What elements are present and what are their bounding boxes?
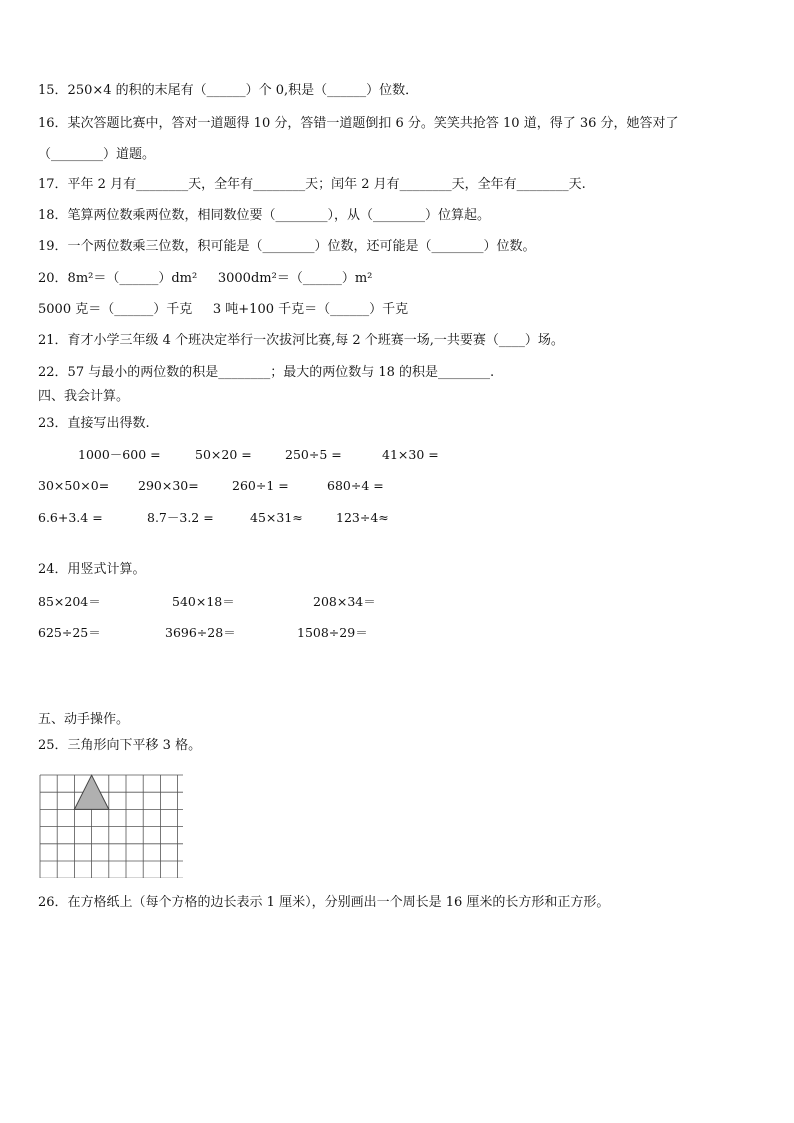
vertical-calc-item: 3696÷28＝ [165, 625, 236, 640]
question-16-line1: 16．某次答题比赛中，答对一道题得 10 分，答错一道题倒扣 6 分。笑笑共抢答 10 道，得了 36 分，她答对了 [38, 116, 679, 131]
question-20-line2: 5000 克＝（______）千克 3 吨+100 千克＝（______）千克 [38, 302, 409, 317]
question-18: 18．笔算两位数乘两位数，相同数位要（________），从（________）位算起。 [38, 208, 491, 223]
question-16-line2: （________）道题。 [38, 147, 156, 162]
question-17: 17．平年 2 月有________天，全年有________天；闰年 2 月有________天，全年有________天. [38, 177, 586, 192]
question-22: 22．57 与最小的两位数的积是________；最大的两位数与 18 的积是________. [38, 365, 495, 380]
calc-item: 6.6+3.4 = [38, 510, 103, 525]
square-grid [39, 774, 183, 878]
question-26: 26．在方格纸上（每个方格的边长表示 1 厘米），分别画出一个周长是 16 厘米的长方形和正方形。 [38, 895, 610, 910]
calc-item: 30×50×0= [38, 478, 110, 493]
calc-item: 680÷4 = [327, 478, 384, 493]
calc-item: 250÷5 = [285, 447, 342, 462]
section-5-heading: 五、动手操作。 [38, 712, 130, 727]
question-19: 19．一个两位数乘三位数，积可能是（________）位数，还可能是（________）位数。 [38, 239, 536, 254]
calc-item: 8.7－3.2 = [147, 510, 214, 525]
calc-item: 41×30 = [382, 447, 439, 462]
calc-item: 123÷4≈ [336, 510, 389, 525]
calc-item: 290×30= [138, 478, 199, 493]
question-20-line1: 20．8m²＝（______）dm² 3000dm²＝（______）m² [38, 271, 373, 286]
calc-item: 1000－600 = [78, 447, 161, 462]
section-4-heading: 四、我会计算。 [38, 389, 130, 404]
question-15: 15．250×4 的积的末尾有（______）个 0,积是（______）位数． [38, 83, 419, 98]
question-24-title: 24．用竖式计算。 [38, 562, 146, 577]
calc-item: 50×20 = [195, 447, 252, 462]
question-23-title: 23．直接写出得数. [38, 416, 150, 431]
vertical-calc-item: 85×204＝ [38, 594, 101, 609]
vertical-calc-item: 208×34＝ [313, 594, 376, 609]
question-21: 21．育才小学三年级 4 个班决定举行一次拔河比赛,每 2 个班赛一场,一共要赛（____）场。 [38, 333, 564, 348]
vertical-calc-item: 540×18＝ [172, 594, 235, 609]
calc-item: 45×31≈ [250, 510, 303, 525]
vertical-calc-item: 1508÷29＝ [297, 625, 368, 640]
calc-item: 260÷1 = [232, 478, 289, 493]
question-25-title: 25．三角形向下平移 3 格。 [38, 738, 202, 753]
vertical-calc-item: 625÷25＝ [38, 625, 101, 640]
